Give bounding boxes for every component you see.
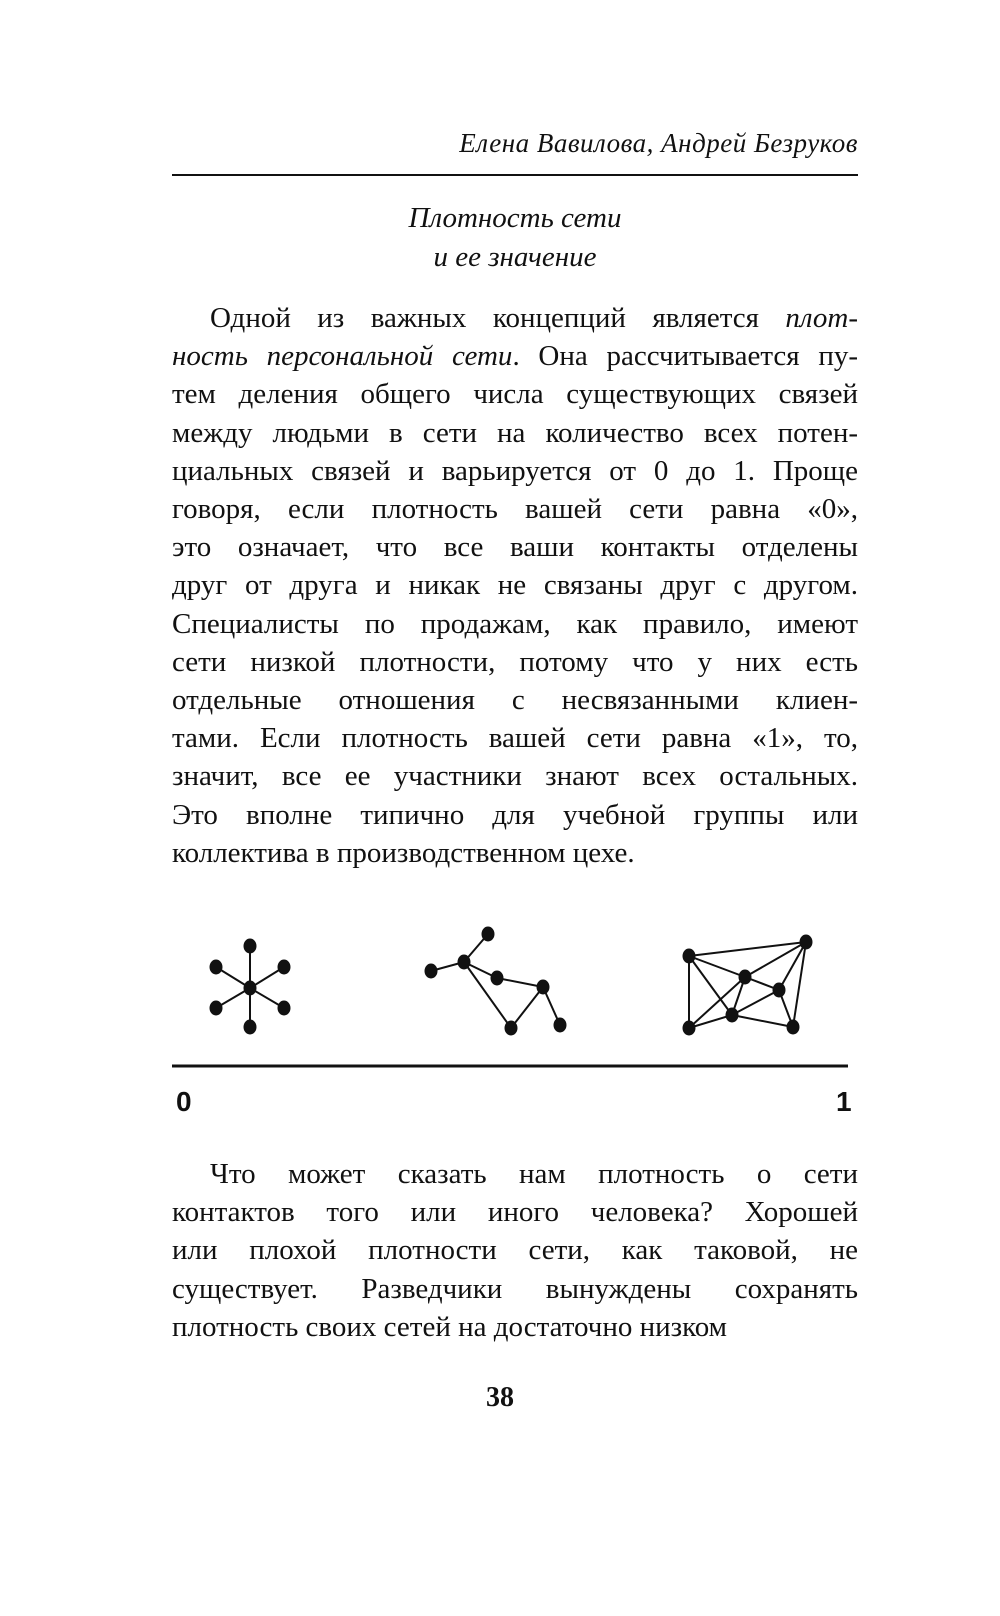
text-line: Что может сказать нам плотность о сети [210,1158,858,1190]
text-line: циальных связей и варьируется от 0 до 1. Проще [172,454,858,487]
axis-min-label: 0 [176,1086,192,1117]
section-title-line-1: Плотность сети [408,202,622,234]
graph-node [244,1020,257,1035]
text-line: плотность своих сетей на достаточно низком [172,1310,728,1343]
graph-node [683,949,696,964]
graph-node [787,1020,800,1035]
graph-edge [464,962,511,1028]
text-line: говоря, если плотность вашей сети равна «0», [172,493,858,525]
text-line: Специалисты по продажам, как правило, имеют [172,607,858,640]
text-line: тами. Если плотность вашей сети равна «1», то, [172,722,858,755]
graph-node [210,960,223,975]
graph-node [505,1021,518,1036]
graph-node [278,960,291,975]
running-header: Елена Вавилова, Андрей Безруков [459,128,858,158]
graph-node [800,935,813,950]
dense-network-high-density [683,935,813,1036]
axis-max-label: 1 [836,1086,852,1117]
graph-node [726,1008,739,1023]
text-line: ность персональной сети. Она рассчитывается пу- [172,340,858,373]
graph-edge [497,978,543,987]
text-line: тем деления общего числа существующих связей [172,378,858,411]
graph-node [425,964,438,979]
graph-node [482,927,495,942]
text-line: существует. Разведчики вынуждены сохранять [172,1272,858,1305]
graph-node [244,939,257,954]
graph-edge [511,987,543,1028]
graph-node [458,955,471,970]
graph-node [491,971,504,986]
text-line: отдельные отношения с несвязанными клиен- [172,684,858,716]
text-line: это означает, что все ваши контакты отделены [172,531,858,564]
graph-node [554,1018,567,1033]
chain-network-medium-density [425,927,567,1036]
graph-node [210,1001,223,1016]
page-number: 38 [486,1382,514,1413]
text-line: между людьми в сети на количество всех потен- [172,416,858,449]
section-title-line-2: и ее значение [433,241,597,273]
text-line: Это вполне типично для учебной группы или [172,798,858,831]
text-line: друг от друга и никак не связаны друг с другом. [172,569,858,602]
graph-node [537,980,550,995]
text-line: значит, все ее участники знают всех остальных. [172,760,858,793]
graph-node [683,1021,696,1036]
star-network-low-density [210,939,291,1035]
graph-node [278,1001,291,1016]
text-line: Одной из важных концепций является плот- [210,302,858,334]
graph-edge [732,1015,793,1027]
graph-node [244,981,257,996]
graph-node [773,983,786,998]
graph-edge [689,942,806,956]
graph-node [739,970,752,985]
text-line: коллектива в производственном цехе. [172,836,635,869]
text-line: контактов того или иного человека? Хорошей [172,1196,858,1229]
text-line: или плохой плотности сети, как таковой, не [172,1234,858,1267]
text-line: сети низкой плотности, потому что у них есть [172,645,858,678]
